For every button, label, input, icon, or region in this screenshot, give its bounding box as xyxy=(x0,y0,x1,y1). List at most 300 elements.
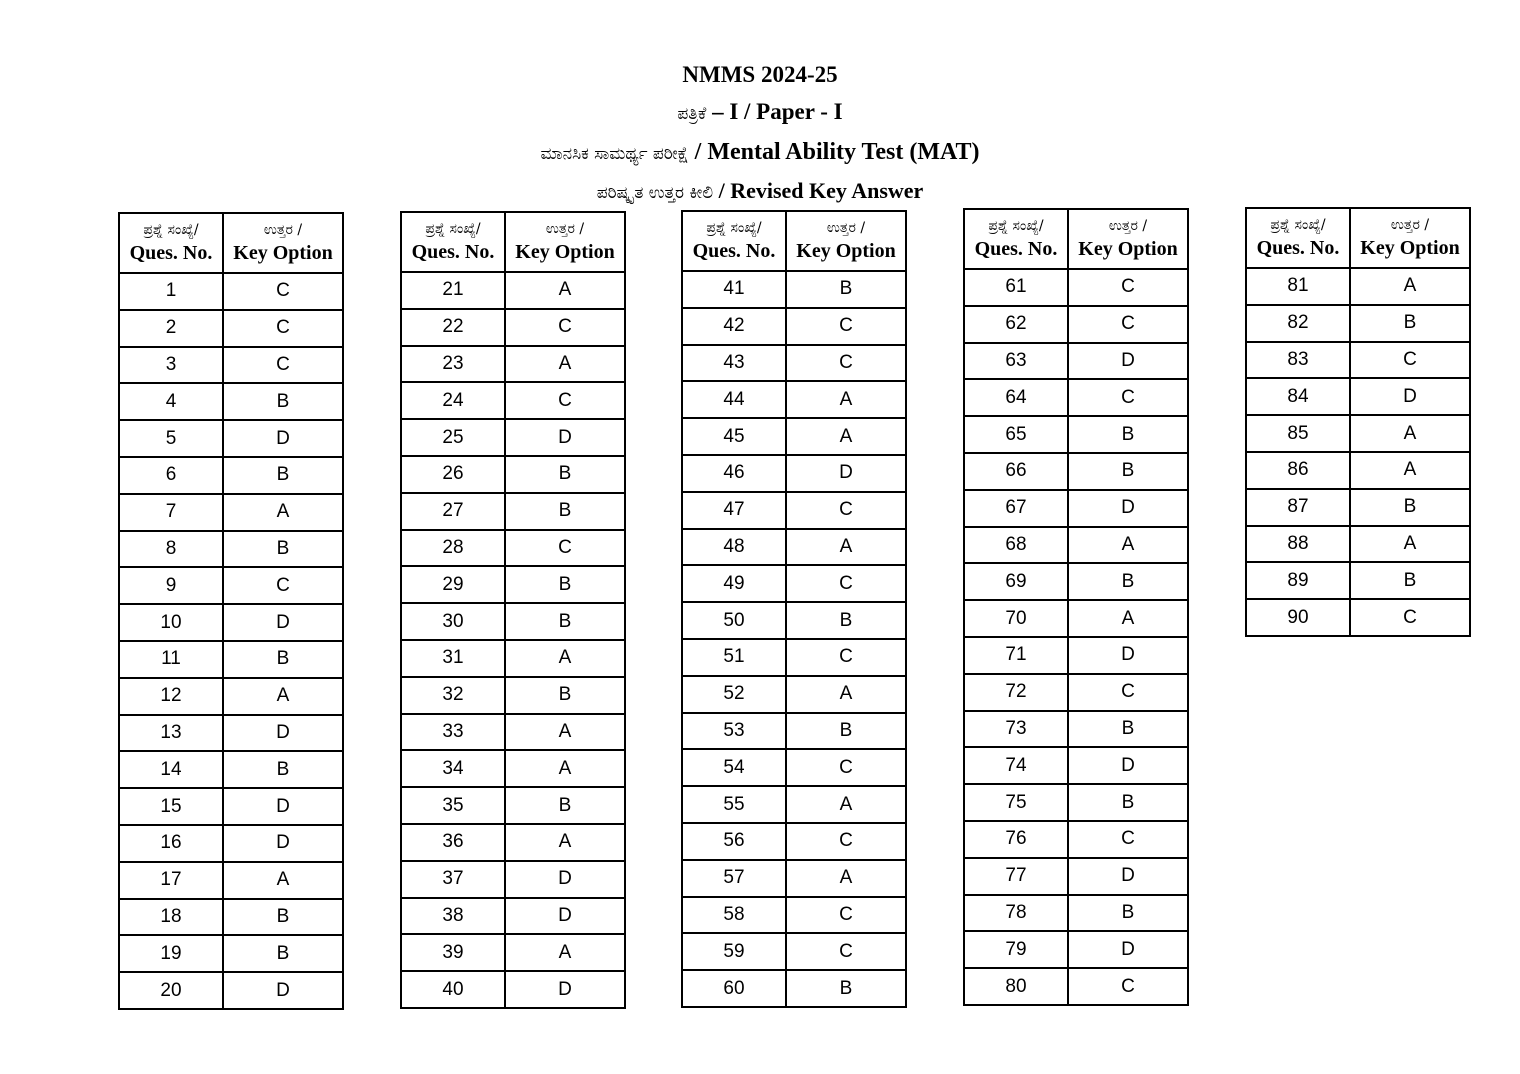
table-row xyxy=(119,788,343,825)
key-option-cell: B xyxy=(1350,489,1470,526)
table-row xyxy=(401,750,625,787)
question-number-header-english: Ques. No. xyxy=(1256,237,1340,259)
table-row xyxy=(1246,268,1470,305)
key-option-header xyxy=(786,211,906,271)
key-option-cell: D xyxy=(1068,931,1188,968)
key-option-cell: D xyxy=(1068,858,1188,895)
question-number-cell: 20 xyxy=(119,972,223,1009)
key-option-cell: B xyxy=(223,383,343,420)
question-number-cell: 3 xyxy=(119,347,223,384)
key-option-cell: D xyxy=(505,971,625,1008)
key-option-cell: C xyxy=(786,933,906,970)
key-option-cell: B xyxy=(1068,563,1188,600)
key-option-cell: A xyxy=(1350,526,1470,563)
question-number-cell: 46 xyxy=(682,455,786,492)
question-number-cell: 69 xyxy=(964,563,1068,600)
table-row xyxy=(401,382,625,419)
key-option-header xyxy=(223,213,343,273)
table-row xyxy=(401,419,625,456)
key-option-cell: C xyxy=(505,530,625,567)
key-option-cell: D xyxy=(223,788,343,825)
key-option-cell: A xyxy=(1350,452,1470,489)
table-row xyxy=(401,272,625,309)
key-option-cell: C xyxy=(786,492,906,529)
key-option-cell: C xyxy=(786,897,906,934)
question-number-cell: 54 xyxy=(682,749,786,786)
key-option-cell: B xyxy=(223,641,343,678)
question-number-cell: 11 xyxy=(119,641,223,678)
table-row xyxy=(119,310,343,347)
table-row xyxy=(119,604,343,641)
table-row xyxy=(964,453,1188,490)
table-row xyxy=(682,897,906,934)
key-option-header-english: Key Option xyxy=(1078,238,1178,260)
key-option-cell: A xyxy=(786,529,906,566)
key-option-cell: B xyxy=(786,713,906,750)
key-option-cell: D xyxy=(1350,378,1470,415)
table-row xyxy=(964,858,1188,895)
table-row xyxy=(964,343,1188,380)
key-option-cell: B xyxy=(1068,416,1188,453)
table-row xyxy=(964,306,1188,343)
question-number-cell: 17 xyxy=(119,862,223,899)
question-number-cell: 76 xyxy=(964,821,1068,858)
table-row xyxy=(119,531,343,568)
key-label-separator: / xyxy=(713,178,731,203)
key-option-cell: C xyxy=(1068,269,1188,306)
key-option-cell: C xyxy=(786,565,906,602)
question-number-cell: 81 xyxy=(1246,268,1350,305)
table-row xyxy=(964,416,1188,453)
key-label-kannada: ಪರಿಷ್ಕೃತ ಉತ್ತರ ಕೀಲಿ xyxy=(596,183,714,203)
key-option-header-kannada: ಉತ್ತರ / xyxy=(1390,217,1430,233)
key-option-cell: B xyxy=(1068,784,1188,821)
key-option-cell: A xyxy=(786,786,906,823)
document-title: NMMS 2024-25 xyxy=(682,62,838,87)
key-option-cell: B xyxy=(505,566,625,603)
table-header-row xyxy=(401,212,625,272)
table-row xyxy=(401,898,625,935)
table-row xyxy=(682,639,906,676)
key-option-cell: B xyxy=(1350,305,1470,342)
key-option-cell: A xyxy=(223,862,343,899)
question-number-cell: 31 xyxy=(401,640,505,677)
table-row xyxy=(682,418,906,455)
table-row xyxy=(964,747,1188,784)
table-row xyxy=(401,346,625,383)
answer-table xyxy=(1245,207,1471,637)
question-number-cell: 49 xyxy=(682,565,786,602)
question-number-header-kannada: ಪ್ರಶ್ನೆ ಸಂಖ್ಯೆ/ xyxy=(143,222,199,238)
table-row xyxy=(119,273,343,310)
question-number-cell: 67 xyxy=(964,490,1068,527)
key-option-cell: C xyxy=(223,273,343,310)
key-option-cell: B xyxy=(223,457,343,494)
table-row xyxy=(1246,378,1470,415)
question-number-cell: 33 xyxy=(401,714,505,751)
table-row xyxy=(682,271,906,308)
key-option-cell: B xyxy=(223,935,343,972)
table-row xyxy=(682,602,906,639)
key-option-cell: D xyxy=(1068,490,1188,527)
question-number-cell: 61 xyxy=(964,269,1068,306)
key-option-header-english: Key Option xyxy=(515,241,615,263)
question-number-header xyxy=(1246,208,1350,268)
key-option-cell: D xyxy=(1068,343,1188,380)
table-row xyxy=(119,383,343,420)
key-option-cell: A xyxy=(1350,415,1470,452)
question-number-cell: 14 xyxy=(119,751,223,788)
question-number-cell: 21 xyxy=(401,272,505,309)
question-number-header-kannada: ಪ್ರಶ್ನೆ ಸಂಖ್ಯೆ/ xyxy=(1270,217,1326,233)
question-number-cell: 50 xyxy=(682,602,786,639)
key-label-english: Revised Key Answer xyxy=(730,178,924,203)
question-number-cell: 77 xyxy=(964,858,1068,895)
question-number-cell: 53 xyxy=(682,713,786,750)
key-option-cell: A xyxy=(505,750,625,787)
question-number-cell: 26 xyxy=(401,456,505,493)
question-number-cell: 34 xyxy=(401,750,505,787)
key-option-header-kannada: ಉತ್ತರ / xyxy=(263,222,303,238)
key-option-cell: B xyxy=(505,677,625,714)
key-option-cell: D xyxy=(505,861,625,898)
question-number-cell: 48 xyxy=(682,529,786,566)
table-row xyxy=(119,567,343,604)
table-row xyxy=(401,530,625,567)
question-number-header xyxy=(401,212,505,272)
question-number-cell: 41 xyxy=(682,271,786,308)
table-row xyxy=(964,600,1188,637)
table-header-row xyxy=(1246,208,1470,268)
table-row xyxy=(682,381,906,418)
question-number-header xyxy=(682,211,786,271)
key-option-cell: A xyxy=(786,676,906,713)
table-row xyxy=(682,565,906,602)
question-number-cell: 39 xyxy=(401,934,505,971)
question-number-header-english: Ques. No. xyxy=(129,242,213,264)
key-option-cell: B xyxy=(786,970,906,1007)
key-option-cell: C xyxy=(505,382,625,419)
question-number-cell: 75 xyxy=(964,784,1068,821)
key-option-cell: A xyxy=(505,714,625,751)
question-number-cell: 87 xyxy=(1246,489,1350,526)
table-row xyxy=(401,493,625,530)
key-option-cell: C xyxy=(786,823,906,860)
table-row xyxy=(1246,599,1470,636)
key-option-cell: D xyxy=(1068,637,1188,674)
key-option-cell: D xyxy=(505,419,625,456)
question-number-cell: 65 xyxy=(964,416,1068,453)
question-number-cell: 23 xyxy=(401,346,505,383)
question-number-cell: 30 xyxy=(401,603,505,640)
table-row xyxy=(1246,489,1470,526)
table-row xyxy=(682,970,906,1007)
question-number-cell: 36 xyxy=(401,824,505,861)
key-option-cell: A xyxy=(786,418,906,455)
table-row xyxy=(682,749,906,786)
test-name-separator: / xyxy=(688,139,708,165)
question-number-cell: 16 xyxy=(119,825,223,862)
table-row xyxy=(682,492,906,529)
question-number-cell: 45 xyxy=(682,418,786,455)
question-number-cell: 71 xyxy=(964,637,1068,674)
key-option-cell: C xyxy=(786,749,906,786)
table-row xyxy=(119,899,343,936)
key-option-cell: D xyxy=(786,455,906,492)
table-row xyxy=(1246,305,1470,342)
key-option-cell: A xyxy=(505,824,625,861)
key-option-cell: A xyxy=(223,494,343,531)
question-number-cell: 10 xyxy=(119,604,223,641)
table-row xyxy=(119,641,343,678)
table-row xyxy=(964,931,1188,968)
key-option-cell: D xyxy=(223,715,343,752)
key-option-cell: B xyxy=(786,602,906,639)
table-row xyxy=(119,751,343,788)
key-option-cell: A xyxy=(505,272,625,309)
key-option-header-kannada: ಉತ್ತರ / xyxy=(826,220,866,236)
question-number-cell: 24 xyxy=(401,382,505,419)
table-row xyxy=(682,308,906,345)
table-row xyxy=(964,711,1188,748)
question-number-cell: 68 xyxy=(964,527,1068,564)
question-number-cell: 78 xyxy=(964,895,1068,932)
key-option-cell: B xyxy=(223,531,343,568)
question-number-header xyxy=(964,209,1068,269)
table-row xyxy=(964,637,1188,674)
table-row xyxy=(682,786,906,823)
table-row xyxy=(401,787,625,824)
key-option-cell: D xyxy=(223,972,343,1009)
question-number-cell: 38 xyxy=(401,898,505,935)
question-number-cell: 83 xyxy=(1246,342,1350,379)
table-row xyxy=(119,825,343,862)
key-option-cell: B xyxy=(786,271,906,308)
table-row xyxy=(964,674,1188,711)
question-number-cell: 66 xyxy=(964,453,1068,490)
paper-label-kannada: ಪತ್ರಿಕೆ xyxy=(677,104,707,124)
table-row xyxy=(1246,562,1470,599)
question-number-cell: 59 xyxy=(682,933,786,970)
question-number-header-kannada: ಪ್ರಶ್ನೆ ಸಂಖ್ಯೆ/ xyxy=(988,218,1044,234)
table-row xyxy=(401,677,625,714)
table-row xyxy=(119,457,343,494)
key-option-cell: D xyxy=(223,825,343,862)
answer-table xyxy=(963,208,1189,1006)
question-number-cell: 32 xyxy=(401,677,505,714)
key-option-cell: C xyxy=(223,310,343,347)
table-header-row xyxy=(964,209,1188,269)
key-option-cell: B xyxy=(505,493,625,530)
key-option-cell: C xyxy=(1350,599,1470,636)
table-row xyxy=(964,490,1188,527)
question-number-cell: 12 xyxy=(119,678,223,715)
key-option-cell: D xyxy=(223,604,343,641)
question-number-cell: 56 xyxy=(682,823,786,860)
question-number-cell: 64 xyxy=(964,379,1068,416)
table-row xyxy=(682,823,906,860)
key-option-cell: A xyxy=(505,640,625,677)
key-option-cell: D xyxy=(223,420,343,457)
test-name-kannada: ಮಾನಸಿಕ ಸಾಮರ್ಥ್ಯ ಪರೀಕ್ಷೆ xyxy=(540,144,689,164)
table-row xyxy=(401,456,625,493)
question-number-cell: 88 xyxy=(1246,526,1350,563)
question-number-cell: 25 xyxy=(401,419,505,456)
question-number-cell: 27 xyxy=(401,493,505,530)
table-row xyxy=(964,269,1188,306)
key-option-cell: A xyxy=(505,346,625,383)
question-number-cell: 52 xyxy=(682,676,786,713)
question-number-header-kannada: ಪ್ರಶ್ನೆ ಸಂಖ್ಯೆ/ xyxy=(425,221,481,237)
key-option-cell: D xyxy=(1068,747,1188,784)
question-number-cell: 84 xyxy=(1246,378,1350,415)
question-number-cell: 1 xyxy=(119,273,223,310)
key-option-cell: B xyxy=(505,456,625,493)
question-number-cell: 28 xyxy=(401,530,505,567)
table-row xyxy=(401,640,625,677)
question-number-cell: 51 xyxy=(682,639,786,676)
key-option-cell: B xyxy=(1350,562,1470,599)
table-row xyxy=(119,862,343,899)
table-row xyxy=(682,529,906,566)
table-row xyxy=(401,309,625,346)
table-row xyxy=(1246,415,1470,452)
table-row xyxy=(682,345,906,382)
question-number-cell: 74 xyxy=(964,747,1068,784)
key-option-cell: C xyxy=(786,639,906,676)
question-number-cell: 40 xyxy=(401,971,505,1008)
table-row xyxy=(964,527,1188,564)
table-row xyxy=(682,713,906,750)
question-number-header-english: Ques. No. xyxy=(974,238,1058,260)
question-number-header-kannada: ಪ್ರಶ್ನೆ ಸಂಖ್ಯೆ/ xyxy=(706,220,762,236)
answer-table xyxy=(400,211,626,1009)
key-option-cell: A xyxy=(786,860,906,897)
table-row xyxy=(119,347,343,384)
question-number-cell: 58 xyxy=(682,897,786,934)
question-number-cell: 5 xyxy=(119,420,223,457)
question-number-cell: 8 xyxy=(119,531,223,568)
table-row xyxy=(401,824,625,861)
table-row xyxy=(119,972,343,1009)
key-option-cell: C xyxy=(1068,674,1188,711)
table-row xyxy=(964,821,1188,858)
key-option-header-kannada: ಉತ್ತರ / xyxy=(1108,218,1148,234)
key-option-cell: C xyxy=(786,308,906,345)
question-number-cell: 90 xyxy=(1246,599,1350,636)
key-option-cell: B xyxy=(223,751,343,788)
table-row xyxy=(682,455,906,492)
question-number-cell: 89 xyxy=(1246,562,1350,599)
table-row xyxy=(964,784,1188,821)
key-option-header xyxy=(505,212,625,272)
question-number-cell: 22 xyxy=(401,309,505,346)
question-number-cell: 7 xyxy=(119,494,223,531)
table-row xyxy=(401,934,625,971)
table-row xyxy=(1246,526,1470,563)
question-number-cell: 42 xyxy=(682,308,786,345)
key-option-cell: C xyxy=(1068,379,1188,416)
table-row xyxy=(119,715,343,752)
key-option-cell: D xyxy=(505,898,625,935)
question-number-header-english: Ques. No. xyxy=(411,241,495,263)
question-number-header xyxy=(119,213,223,273)
key-option-cell: A xyxy=(1068,600,1188,637)
table-row xyxy=(119,935,343,972)
key-option-cell: B xyxy=(1068,453,1188,490)
key-option-cell: B xyxy=(1068,711,1188,748)
key-option-header-english: Key Option xyxy=(796,240,896,262)
question-number-cell: 70 xyxy=(964,600,1068,637)
table-row xyxy=(682,933,906,970)
key-option-header xyxy=(1068,209,1188,269)
question-number-cell: 73 xyxy=(964,711,1068,748)
table-row xyxy=(401,861,625,898)
question-number-header-english: Ques. No. xyxy=(692,240,776,262)
question-number-cell: 82 xyxy=(1246,305,1350,342)
table-header-row xyxy=(682,211,906,271)
key-option-cell: C xyxy=(1068,306,1188,343)
question-number-cell: 85 xyxy=(1246,415,1350,452)
question-number-cell: 86 xyxy=(1246,452,1350,489)
key-option-header-kannada: ಉತ್ತರ / xyxy=(545,221,585,237)
table-row xyxy=(964,968,1188,1005)
answer-table xyxy=(681,210,907,1008)
question-number-cell: 80 xyxy=(964,968,1068,1005)
table-row xyxy=(964,563,1188,600)
question-number-cell: 13 xyxy=(119,715,223,752)
answer-table xyxy=(118,212,344,1010)
test-name-english: Mental Ability Test (MAT) xyxy=(707,139,980,165)
question-number-cell: 29 xyxy=(401,566,505,603)
question-number-cell: 9 xyxy=(119,567,223,604)
question-number-cell: 44 xyxy=(682,381,786,418)
question-number-cell: 6 xyxy=(119,457,223,494)
key-option-cell: A xyxy=(223,678,343,715)
question-number-cell: 37 xyxy=(401,861,505,898)
key-option-header xyxy=(1350,208,1470,268)
key-option-cell: B xyxy=(223,899,343,936)
question-number-cell: 47 xyxy=(682,492,786,529)
key-option-cell: C xyxy=(223,347,343,384)
key-option-cell: C xyxy=(1350,342,1470,379)
question-number-cell: 63 xyxy=(964,343,1068,380)
key-option-cell: C xyxy=(1068,968,1188,1005)
key-option-cell: C xyxy=(1068,821,1188,858)
question-number-cell: 55 xyxy=(682,786,786,823)
table-row xyxy=(1246,452,1470,489)
paper-label-english: – I / Paper - I xyxy=(706,99,843,124)
table-row xyxy=(682,676,906,713)
key-option-cell: A xyxy=(786,381,906,418)
table-row xyxy=(119,494,343,531)
question-number-cell: 79 xyxy=(964,931,1068,968)
question-number-cell: 18 xyxy=(119,899,223,936)
table-row xyxy=(401,971,625,1008)
table-row xyxy=(401,714,625,751)
table-header-row xyxy=(119,213,343,273)
question-number-cell: 62 xyxy=(964,306,1068,343)
key-option-cell: A xyxy=(1350,268,1470,305)
question-number-cell: 60 xyxy=(682,970,786,1007)
question-number-cell: 72 xyxy=(964,674,1068,711)
question-number-cell: 15 xyxy=(119,788,223,825)
table-row xyxy=(401,566,625,603)
question-number-cell: 19 xyxy=(119,935,223,972)
question-number-cell: 4 xyxy=(119,383,223,420)
key-option-cell: A xyxy=(1068,527,1188,564)
question-number-cell: 43 xyxy=(682,345,786,382)
